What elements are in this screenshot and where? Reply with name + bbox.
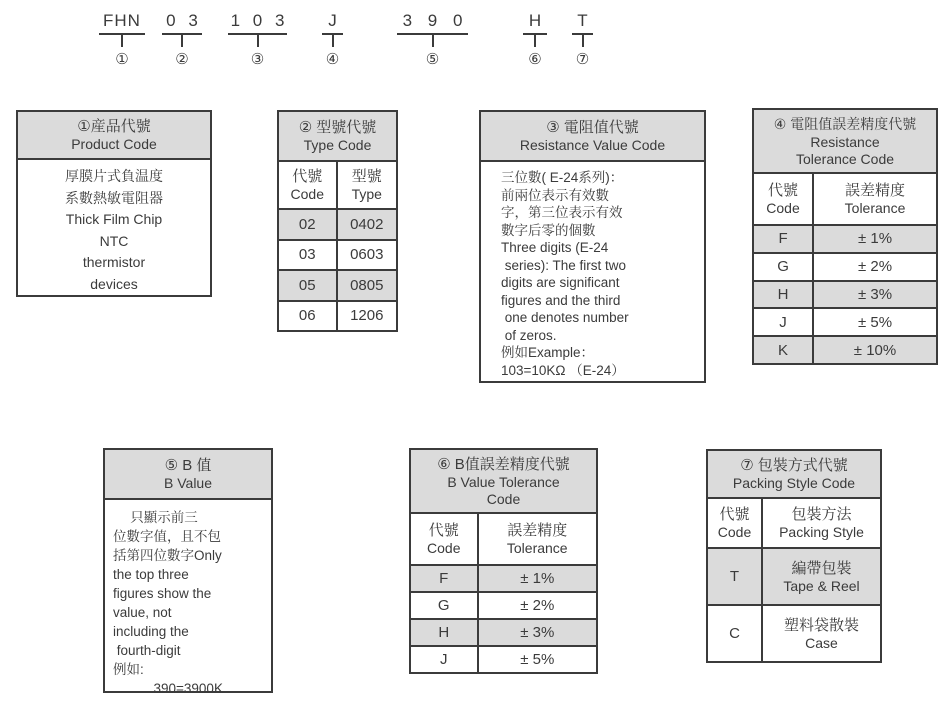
- table-row: [279, 210, 396, 239]
- col-header-zh: 包裝方法: [791, 506, 852, 523]
- part-number-segment-3: [228, 10, 287, 68]
- table-row: [754, 252, 936, 280]
- body-line: figures show the: [113, 586, 212, 601]
- table-row: [708, 604, 880, 661]
- table-row: [754, 307, 936, 335]
- body-line: NTC: [99, 232, 129, 249]
- table-row: [754, 226, 936, 252]
- table-header-row: [754, 174, 936, 226]
- code-cell: 03: [279, 241, 338, 270]
- body-line: of zeros.: [501, 327, 557, 343]
- resistance-value-code-body: [481, 162, 704, 381]
- code-cell: G: [411, 593, 479, 618]
- tolerance-cell: ± 2%: [520, 597, 555, 614]
- column-header-packing-style: [763, 499, 880, 547]
- title-zh: ② 型號代號: [298, 119, 377, 136]
- b-value-tolerance-code-box: [409, 448, 598, 674]
- packing-style-zh: 編帶包裝: [791, 559, 852, 577]
- table-rows: [708, 549, 880, 661]
- table-row: [411, 645, 596, 672]
- code-cell: K: [754, 337, 814, 363]
- resistance-tolerance-code-title: [754, 110, 936, 174]
- body-line: 三位數( E-24系列)：: [501, 170, 624, 185]
- title-en: B Value Tolerance: [447, 473, 560, 490]
- segment-marker: ④: [325, 51, 340, 68]
- segment-tick-line: [432, 35, 434, 47]
- tolerance-cell: ± 3%: [520, 624, 555, 641]
- table-row: [708, 549, 880, 604]
- code-cell: H: [754, 282, 814, 308]
- body-line: one denotes number: [501, 310, 629, 325]
- segment-marker: ⑥: [528, 51, 542, 68]
- title-zh: ⑤ B 值: [164, 457, 212, 474]
- body-line: 例如:: [113, 662, 144, 677]
- col-header-zh: 代號: [428, 522, 459, 539]
- table-row: [411, 618, 596, 645]
- title-en: Resistance Value Code: [519, 137, 666, 153]
- table-row: [279, 239, 396, 270]
- table-rows: [754, 226, 936, 363]
- product-code-box: [16, 110, 212, 297]
- title-en: Type Code: [303, 137, 372, 153]
- body-line: 字，第三位表示有效: [501, 205, 623, 220]
- code-cell: J: [754, 309, 814, 335]
- tolerance-cell: ± 1%: [520, 570, 555, 587]
- segment-label: J: [322, 10, 343, 35]
- type-cell: 0805: [350, 276, 384, 294]
- column-header-code: [411, 514, 479, 564]
- col-header-en: Code: [717, 524, 752, 540]
- body-line: value, not: [113, 605, 172, 620]
- part-number-segment-2: [162, 10, 202, 68]
- b-value-title: [105, 450, 271, 500]
- b-value-box: [103, 448, 273, 696]
- title-zh: ⑦ 包裝方式代號: [740, 457, 848, 474]
- product-code-title: [18, 112, 210, 160]
- segment-marker: ①: [115, 51, 129, 68]
- tolerance-cell: ± 10%: [853, 341, 897, 359]
- table-rows: [279, 210, 396, 330]
- body-line: 103=10KΩ （E-24）: [501, 362, 625, 378]
- segment-marker: ②: [175, 51, 189, 68]
- body-line: including the: [113, 624, 189, 639]
- tolerance-cell: ± 1%: [857, 230, 893, 248]
- part-number-segment-5: [397, 10, 468, 68]
- segment-marker: ⑦: [575, 51, 590, 68]
- column-header-type: [338, 162, 397, 208]
- table-header-row: [708, 499, 880, 549]
- code-cell: 02: [279, 210, 338, 239]
- body-line: digits are significant: [501, 275, 620, 290]
- body-line: 數字后零的個數: [501, 222, 596, 238]
- code-cell: H: [411, 620, 479, 645]
- part-number-segment-1: [99, 10, 145, 68]
- title-en: Tolerance Code: [795, 150, 895, 167]
- table-row: [754, 335, 936, 363]
- col-header-en: Type: [351, 186, 382, 202]
- col-header-zh: 誤差精度: [845, 182, 906, 199]
- packing-style-code-box: [706, 449, 882, 663]
- part-number-segment-4: [322, 10, 343, 68]
- body-line: Three digits (E-24: [501, 240, 609, 255]
- resistance-value-code-title: [481, 112, 704, 162]
- table-header-row: [411, 514, 596, 566]
- resistance-value-code-box: [479, 110, 706, 383]
- type-cell: 0402: [350, 215, 384, 233]
- packing-style-cell: [763, 606, 880, 661]
- body-line: Thick Film Chip: [65, 211, 163, 227]
- segment-tick-line: [332, 35, 334, 47]
- tolerance-cell: ± 5%: [857, 313, 893, 331]
- col-header-en: Tolerance: [844, 200, 906, 216]
- title-zh: ③ 電阻值代號: [546, 119, 639, 136]
- segment-tick-line: [121, 35, 123, 47]
- body-line: thermistor: [82, 254, 146, 270]
- column-header-code: [708, 499, 763, 547]
- body-line: 系數熱敏電阻器: [65, 189, 163, 206]
- type-code-title: [279, 112, 396, 162]
- code-cell: T: [708, 549, 763, 604]
- col-header-zh: 代號: [292, 168, 323, 185]
- b-value-body: [105, 500, 271, 698]
- b-value-tolerance-code-title: [411, 450, 596, 514]
- segment-tick-line: [582, 35, 584, 47]
- table-row: [279, 300, 396, 331]
- table-rows: [411, 566, 596, 672]
- column-header-code: [279, 162, 338, 208]
- product-code-body: [18, 160, 210, 295]
- type-cell: 0603: [350, 246, 384, 264]
- code-cell: F: [754, 226, 814, 252]
- body-line: fourth-digit: [113, 643, 181, 658]
- body-line: 只顯示前三: [113, 510, 198, 525]
- segment-label: 3 9 0: [397, 10, 468, 35]
- segment-tick-line: [534, 35, 536, 47]
- segment-tick-line: [257, 35, 259, 47]
- code-cell: J: [411, 647, 479, 672]
- col-header-zh: 誤差精度: [507, 522, 568, 539]
- table-row: [411, 591, 596, 618]
- body-line: figures and the third: [501, 292, 621, 308]
- tolerance-cell: ± 5%: [520, 651, 555, 668]
- resistance-tolerance-code-box: [752, 108, 938, 365]
- col-header-zh: 代號: [719, 506, 750, 523]
- part-number-segment-7: [572, 10, 593, 68]
- col-header-en: Code: [766, 200, 800, 216]
- segment-tick-line: [181, 35, 183, 47]
- code-cell: G: [754, 254, 814, 280]
- code-cell: F: [411, 566, 479, 591]
- column-header-tolerance: [814, 174, 936, 224]
- type-cell: 1206: [350, 307, 384, 325]
- col-header-zh: 代號: [768, 182, 799, 199]
- segment-label: T: [572, 10, 593, 35]
- title-en: Packing Style Code: [732, 475, 856, 491]
- segment-label: 0 3: [162, 10, 202, 35]
- code-cell: C: [708, 606, 763, 661]
- packing-style-en: Case: [805, 634, 838, 651]
- segment-marker: ⑤: [425, 51, 440, 68]
- code-cell: 06: [279, 302, 338, 331]
- tolerance-cell: ± 3%: [857, 285, 893, 303]
- body-line: 例如Example：: [501, 345, 595, 360]
- segment-marker: ③: [250, 51, 265, 68]
- packing-style-cell: [763, 549, 880, 604]
- body-line: the top three: [113, 567, 189, 582]
- segment-label: FHN: [99, 10, 145, 35]
- body-line: 位數字值，且不包: [113, 529, 221, 544]
- body-line: 厚膜片式負温度: [65, 168, 163, 184]
- body-line: series): The first two: [501, 257, 627, 273]
- packing-style-en: Tape & Reel: [783, 577, 860, 594]
- title-en: Product Code: [71, 136, 157, 152]
- table-row: [279, 269, 396, 300]
- col-header-zh: 型號: [351, 168, 382, 185]
- column-header-code: [754, 174, 814, 224]
- body-line: 括第四位數字Only: [113, 548, 222, 563]
- col-header-en: Packing Style: [779, 524, 864, 540]
- col-header-en: Code: [290, 186, 324, 202]
- title-en: Code: [486, 490, 521, 507]
- column-header-tolerance: [479, 514, 596, 564]
- table-row: [411, 566, 596, 591]
- code-cell: 05: [279, 271, 338, 300]
- title-zh: ④ 電阻值誤差精度代號: [773, 115, 917, 132]
- body-line: 前兩位表示有效數: [501, 187, 609, 203]
- title-en: Resistance: [810, 133, 880, 150]
- packing-style-zh: 塑料袋散裝: [784, 616, 860, 634]
- table-header-row: [279, 162, 396, 210]
- body-line: devices: [90, 275, 138, 292]
- col-header-en: Tolerance: [506, 540, 568, 556]
- tolerance-cell: ± 2%: [857, 258, 893, 276]
- segment-label: H: [523, 10, 547, 35]
- packing-style-code-title: [708, 451, 880, 499]
- segment-label: 1 0 3: [228, 10, 287, 35]
- title-en: B Value: [164, 475, 212, 491]
- part-number-segment-6: [523, 10, 547, 68]
- body-line: 390=3900K: [113, 681, 223, 696]
- title-zh: ⑥ B值誤差精度代號: [437, 455, 570, 473]
- type-code-box: [277, 110, 398, 332]
- table-row: [754, 280, 936, 308]
- col-header-en: Code: [427, 540, 461, 556]
- title-zh: ①産品代號: [77, 118, 151, 135]
